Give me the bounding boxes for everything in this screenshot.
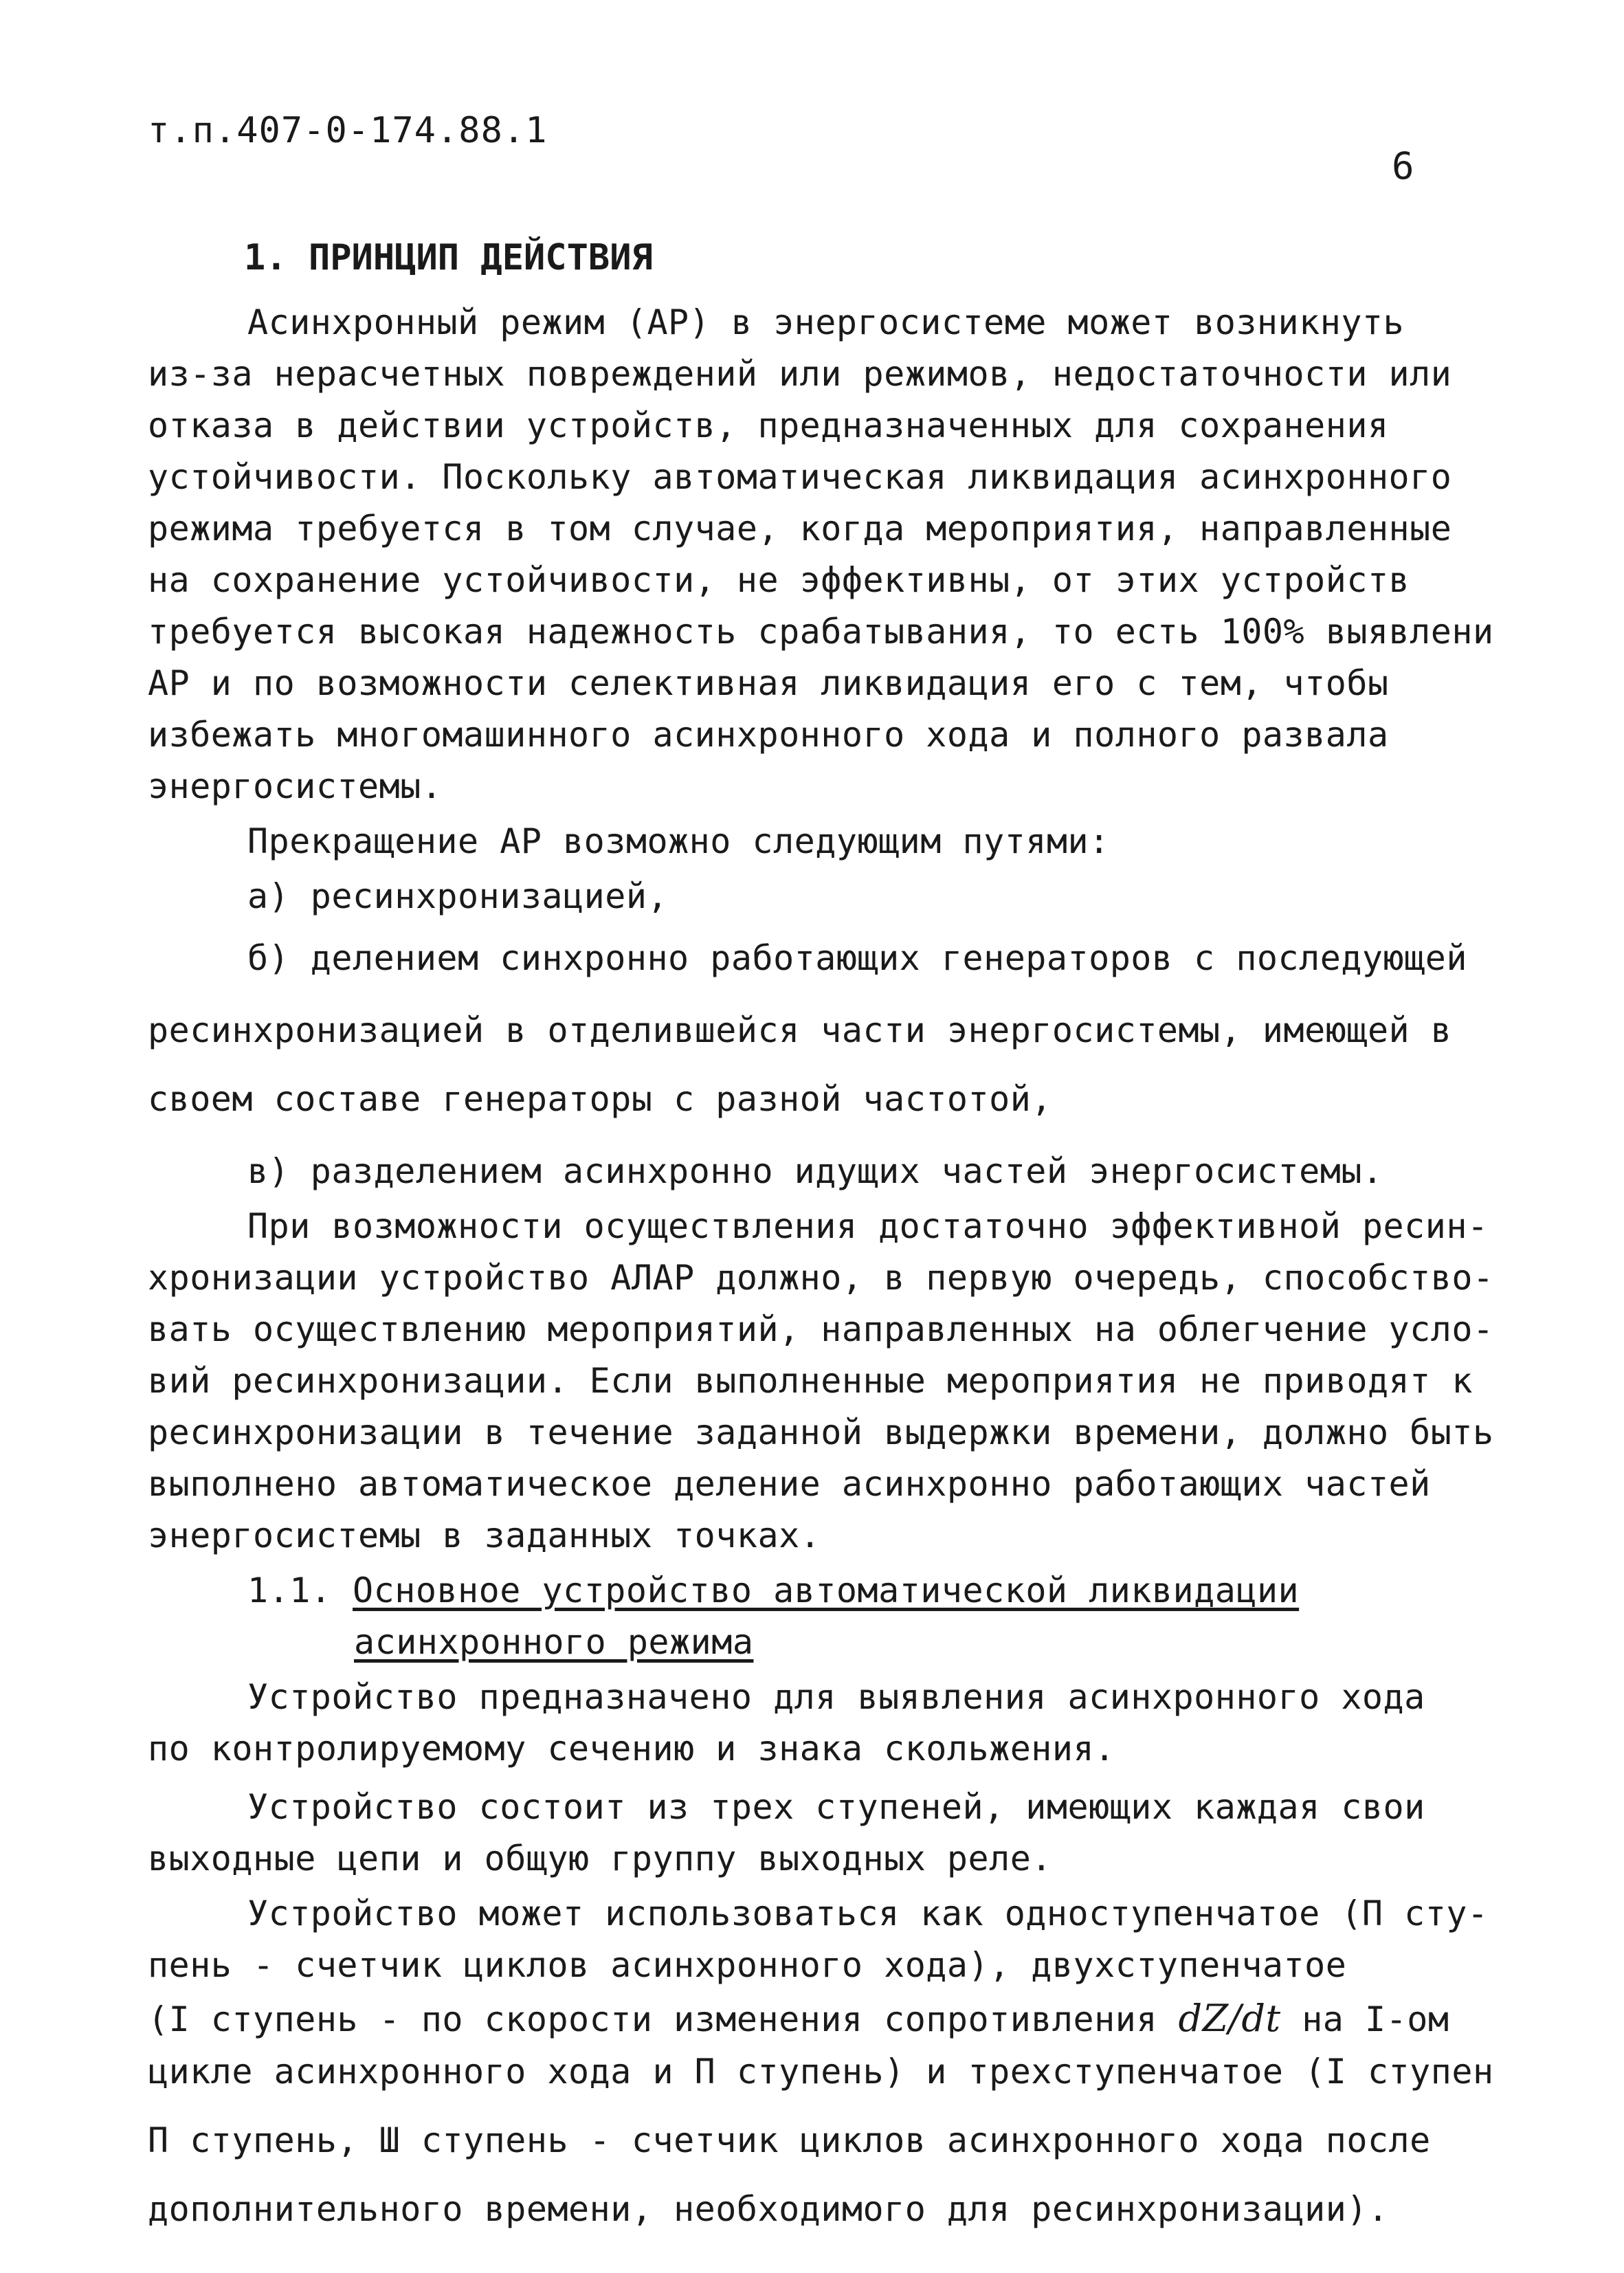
paragraph-line: ресинхронизации в течение заданной выдержки времени, должно быть <box>148 1412 1494 1452</box>
paragraph-line: АР и по возможности селективная ликвидация его с тем, чтобы <box>148 663 1389 703</box>
paragraph-line-with-formula <box>148 1997 1449 2040</box>
section-title: ПРИНЦИП ДЕЙСТВИЯ <box>308 237 653 278</box>
paragraph-line: вать осуществлению мероприятий, направленных на облегчение усло- <box>148 1309 1494 1349</box>
paragraph-line: Устройство предназначено для выявления асинхронного хода <box>247 1677 1425 1717</box>
formula-suffix-text: на I-ом <box>1302 1999 1449 2039</box>
paragraph-line: энергосистемы. <box>148 766 443 806</box>
paragraph-line: Прекращение АР возможно следующим путями: <box>247 821 1110 861</box>
page-number: 6 <box>1392 144 1414 188</box>
paragraph-line: из-за нерасчетных повреждений или режимов, недостаточности или <box>148 354 1452 394</box>
paragraph-line: отказа в действии устройств, предназначенных для сохранения <box>148 406 1389 445</box>
paragraph-line: П ступень, Ш ступень - счетчик циклов асинхронного хода после <box>148 2120 1431 2160</box>
section-number: 1. <box>244 237 287 278</box>
paragraph-line: пень - счетчик циклов асинхронного хода), двухступенчатое <box>148 1945 1347 1985</box>
list-item-b-cont: ресинхронизацией в отделившейся части энергосистемы, имеющей в <box>148 1010 1452 1050</box>
paragraph-line: цикле асинхронного хода и П ступень) и трехступенчатое (I ступен <box>148 2052 1494 2092</box>
paragraph-line: вий ресинхронизации. Если выполненные мероприятия не приводят к <box>148 1361 1473 1401</box>
document-code: т.п.407-0-174.88.1 <box>148 110 548 151</box>
dz-dt-formula: dZ/dt <box>1178 1997 1281 2040</box>
paragraph-line: Устройство может использоваться как одноступенчатое (П сту- <box>247 1894 1489 1933</box>
list-item-b-cont: своем составе генераторы с разной частотой, <box>148 1079 1052 1119</box>
paragraph-line: Асинхронный режим (АР) в энергосистеме может возникнуть <box>247 302 1405 342</box>
formula-prefix-text: (I ступень - по скорости изменения сопротивления <box>148 1999 1157 2039</box>
paragraph-line: выполнено автоматическое деление асинхронно работающих частей <box>148 1464 1431 1504</box>
list-item-b: б) делением синхронно работающих генераторов с последующей <box>247 938 1467 978</box>
paragraph-line: требуется высокая надежность срабатывания, то есть 100% выявлени <box>148 612 1494 652</box>
subsection-title-line1: Основное устройство автоматической ликвидации <box>353 1571 1300 1610</box>
subsection-heading <box>247 1571 1299 1610</box>
list-item-a: а) ресинхронизацией, <box>247 876 669 916</box>
paragraph-line: по контролируемому сечению и знака скольжения. <box>148 1729 1115 1768</box>
paragraph-line: выходные цепи и общую группу выходных реле. <box>148 1839 1052 1878</box>
paragraph-line: хронизации устройство АЛАР должно, в первую очередь, способство- <box>148 1258 1494 1298</box>
subsection-title-line2: асинхронного режима <box>354 1622 754 1662</box>
list-item-c: в) разделением асинхронно идущих частей энергосистемы. <box>247 1151 1383 1191</box>
subsection-number: 1.1. <box>247 1571 332 1610</box>
paragraph-line: устойчивости. Поскольку автоматическая ликвидация асинхронного <box>148 457 1452 497</box>
section-heading <box>244 237 653 278</box>
paragraph-line: дополнительного времени, необходимого для ресинхронизации). <box>148 2189 1389 2229</box>
paragraph-line: избежать многомашинного асинхронного хода и полного развала <box>148 715 1389 755</box>
paragraph-line: Устройство состоит из трех ступеней, имеющих каждая свои <box>247 1787 1425 1827</box>
paragraph-line: режима требуется в том случае, когда мероприятия, направленные <box>148 509 1452 548</box>
paragraph-line: энергосистемы в заданных точках. <box>148 1516 821 1555</box>
paragraph-line: на сохранение устойчивости, не эффективны, от этих устройств <box>148 560 1410 600</box>
paragraph-line: При возможности осуществления достаточно эффективной ресин- <box>247 1206 1489 1246</box>
